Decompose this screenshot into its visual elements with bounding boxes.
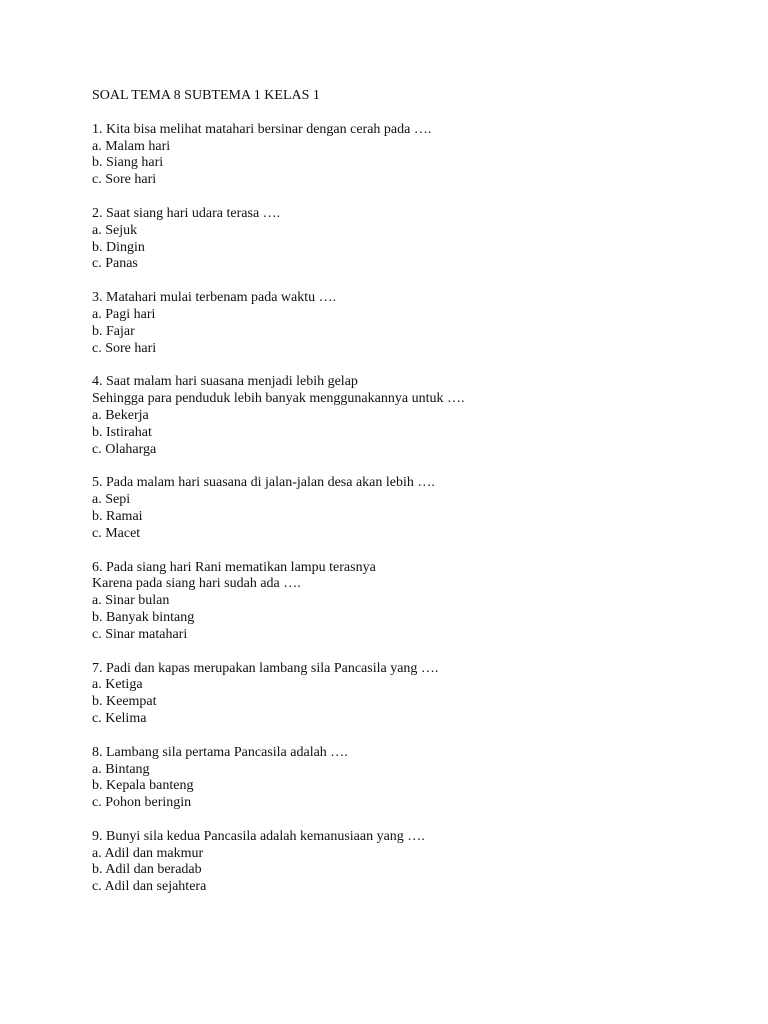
question-block <box>92 290 712 357</box>
question-text: 8. Lambang sila pertama Pancasila adalah …. <box>92 744 348 760</box>
answer-option: b. Istirahat <box>92 424 152 440</box>
answer-option: b. Siang hari <box>92 155 164 171</box>
question-block <box>92 122 712 189</box>
answer-option: a. Malam hari <box>92 138 171 154</box>
answer-option: c. Adil dan sejahtera <box>92 879 207 895</box>
question-text: 7. Padi dan kapas merupakan lambang sila Pancasila yang …. <box>92 660 439 676</box>
question-block <box>92 745 712 812</box>
answer-option: a. Sinar bulan <box>92 593 170 609</box>
answer-option: c. Sore hari <box>92 172 157 188</box>
answer-option: b. Fajar <box>92 323 135 339</box>
answer-option: b. Kepala banteng <box>92 778 194 794</box>
answer-option: c. Panas <box>92 256 138 272</box>
question-text: 3. Matahari mulai terbenam pada waktu …. <box>92 290 337 306</box>
question-block <box>92 829 712 896</box>
answer-option: b. Adil dan beradab <box>92 862 202 878</box>
question-list <box>92 122 712 896</box>
question-block <box>92 560 712 644</box>
question-block <box>92 374 712 458</box>
answer-option: a. Adil dan makmur <box>92 845 204 861</box>
answer-option: b. Dingin <box>92 239 145 255</box>
question-block <box>92 661 712 728</box>
question-block <box>92 206 712 273</box>
answer-option: a. Ketiga <box>92 677 143 693</box>
question-text: 6. Pada siang hari Rani mematikan lampu terasnya <box>92 559 376 575</box>
answer-option: a. Pagi hari <box>92 306 156 322</box>
answer-option: c. Pohon beringin <box>92 795 192 811</box>
answer-option: a. Bintang <box>92 761 150 777</box>
question-text: Sehingga para penduduk lebih banyak menggunakannya untuk …. <box>92 391 465 407</box>
answer-option: c. Sore hari <box>92 340 157 356</box>
answer-option: b. Banyak bintang <box>92 609 195 625</box>
question-text: 5. Pada malam hari suasana di jalan-jalan desa akan lebih …. <box>92 475 435 491</box>
answer-option: b. Keempat <box>92 694 157 710</box>
answer-option: a. Bekerja <box>92 407 149 423</box>
question-block <box>92 475 712 542</box>
answer-option: c. Kelima <box>92 710 147 726</box>
question-text: Karena pada siang hari sudah ada …. <box>92 576 301 592</box>
answer-option: c. Macet <box>92 525 141 541</box>
document-page <box>92 88 712 913</box>
question-text: 2. Saat siang hari udara terasa …. <box>92 205 281 221</box>
question-text: 9. Bunyi sila kedua Pancasila adalah kemanusiaan yang …. <box>92 828 425 844</box>
answer-option: b. Ramai <box>92 508 143 524</box>
question-text: 1. Kita bisa melihat matahari bersinar dengan cerah pada …. <box>92 121 432 137</box>
answer-option: c. Olaharga <box>92 441 157 457</box>
question-text: 4. Saat malam hari suasana menjadi lebih gelap <box>92 374 358 390</box>
answer-option: a. Sepi <box>92 492 131 508</box>
document-title: SOAL TEMA 8 SUBTEMA 1 KELAS 1 <box>92 88 320 103</box>
answer-option: c. Sinar matahari <box>92 626 188 642</box>
answer-option: a. Sejuk <box>92 222 138 238</box>
